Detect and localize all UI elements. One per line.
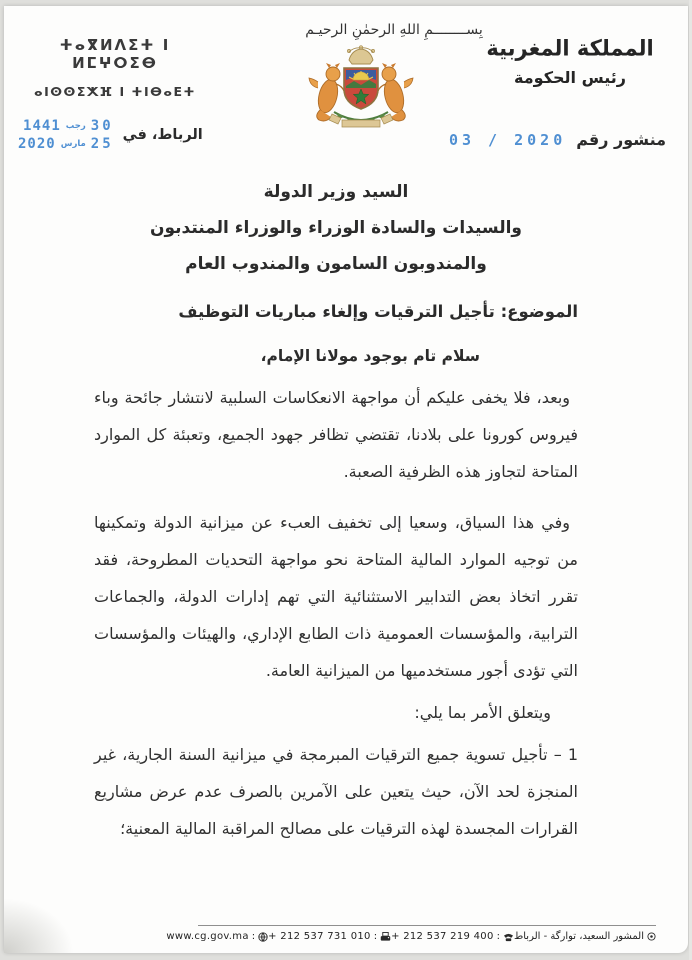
phone-icon bbox=[503, 932, 514, 942]
footer-fax-colon: : bbox=[373, 931, 378, 942]
list-intro: ويتعلق الأمر بما يلي: bbox=[414, 703, 551, 722]
lion-left-icon bbox=[309, 63, 344, 121]
hijri-month: رجب bbox=[65, 121, 86, 131]
addressee-block bbox=[94, 174, 578, 282]
shield-icon bbox=[344, 68, 378, 109]
footer-fax-number: + 212 537 731 010 bbox=[268, 931, 371, 942]
hijri-date-stamp bbox=[18, 118, 114, 134]
page-curl-shadow bbox=[4, 898, 74, 953]
footer-website-url: www.cg.gov.ma bbox=[166, 931, 249, 942]
gregorian-year: 2020 bbox=[18, 136, 56, 152]
bismillah-calligraphy: بِســــــــمِ اللهِ الرحمٰنِ الرحيـم bbox=[305, 22, 483, 38]
addressee-line-2: والسيدات والسادة الوزراء والوزراء المنتدبون bbox=[150, 218, 522, 238]
footer-phone-number: + 212 537 219 400 bbox=[391, 931, 494, 942]
date-stamp bbox=[18, 118, 114, 152]
footer-address-item bbox=[514, 931, 656, 942]
gregorian-date-stamp bbox=[18, 136, 114, 152]
lion-right-icon bbox=[378, 63, 413, 121]
footer-phone-colon: : bbox=[496, 931, 500, 942]
circular-number-label: منشور رقم bbox=[576, 130, 666, 149]
head-of-government: رئيس الحكومة bbox=[514, 68, 626, 87]
circular-number-stamp: 03 / 2020 bbox=[448, 130, 567, 149]
footer-website-item bbox=[166, 931, 268, 942]
kingdom-calligraphy bbox=[480, 36, 660, 87]
footer-fax-item bbox=[268, 931, 391, 942]
list-item-1: 1 – تأجيل تسوية جميع الترقيات المبرمجة في ميزانية السنة الجارية، غير المنجزة لحد الآن، حيث يتعين على الآمرين بالصرف عدم عرض مشاريع القرارات المجسدة لهذه الترقيات على مصالح المراقبة المالية المعنية؛ bbox=[94, 745, 578, 838]
paragraph-1: وبعد، فلا يخفى عليكم أن مواجهة الانعكاسات السلبية لانتشار جائحة وباء فيروس كورونا على بلادنا، تقتضي تظافر جهود الجميع، وتعبئة كل الموارد المتاحة لتجاوز هذه الظرفية الصعبة. bbox=[94, 388, 578, 481]
kingdom-name-tifinagh bbox=[30, 36, 200, 99]
medallion-icon bbox=[647, 932, 656, 941]
footer-contact-row bbox=[166, 931, 656, 942]
fax-icon bbox=[380, 932, 391, 942]
paper-sheet bbox=[4, 6, 688, 953]
kingdom-name: المملكة المغربية bbox=[486, 35, 654, 61]
footer-website-colon: : bbox=[251, 931, 256, 942]
subject-label: الموضوع: bbox=[500, 302, 578, 321]
globe-icon bbox=[258, 932, 268, 942]
moroccan-coat-of-arms-icon bbox=[302, 44, 420, 138]
hijri-day: 30 bbox=[90, 118, 114, 134]
laurel-wreath-icon bbox=[329, 112, 393, 127]
subject-text: تأجيل الترقيات وإلغاء مباريات التوظيف bbox=[178, 302, 501, 321]
gregorian-month: مارس bbox=[60, 139, 86, 149]
addressee-line-1: السيد وزير الدولة bbox=[263, 182, 409, 202]
footer-address: المشور السعيد، توارگة - الرباط bbox=[513, 931, 644, 942]
tifinagh-line1: ⵜⴰⴳⵍⴷⵉⵜ ⵏ ⵍⵎⵖⵔⵉⴱ bbox=[59, 36, 171, 72]
letter-body bbox=[94, 302, 578, 847]
gregorian-day: 25 bbox=[90, 136, 114, 152]
letterhead-footer bbox=[166, 925, 656, 942]
subject-line bbox=[94, 302, 578, 321]
hijri-year: 1441 bbox=[23, 118, 61, 134]
paragraph-2: وفي هذا السياق، وسعيا إلى تخفيف العبء عن ميزانية الدولة وتمكينها من توجيه الموارد المالية المتاحة نحو مواجهة التحديات المطروحة، فقد تقرر اتخاذ بعض التدابير الاستثنائية التي تهم إدارات الدولة، والجماعات الترابية، والمؤسسات العمومية ذات الطابع الإداري، والهيئات والمؤسسات التي تؤدى أجور مستخدميها من الميزانية العامة. bbox=[94, 513, 578, 680]
circular-number-line bbox=[449, 130, 666, 149]
tifinagh-line2: ⴰⵏⵙⵙⵉⵅⴼ ⵏ ⵜⵏⴱⴰⴹⵜ bbox=[33, 84, 196, 99]
salutation: سلام تام بوجود مولانا الإمام، bbox=[260, 347, 480, 365]
addressee-line-3: والمندوبون السامون والمندوب العام bbox=[185, 254, 487, 274]
footer-phone-item bbox=[391, 931, 514, 942]
date-line bbox=[18, 118, 203, 152]
crown-icon bbox=[347, 46, 374, 64]
place-label: الرباط، في bbox=[122, 127, 203, 143]
